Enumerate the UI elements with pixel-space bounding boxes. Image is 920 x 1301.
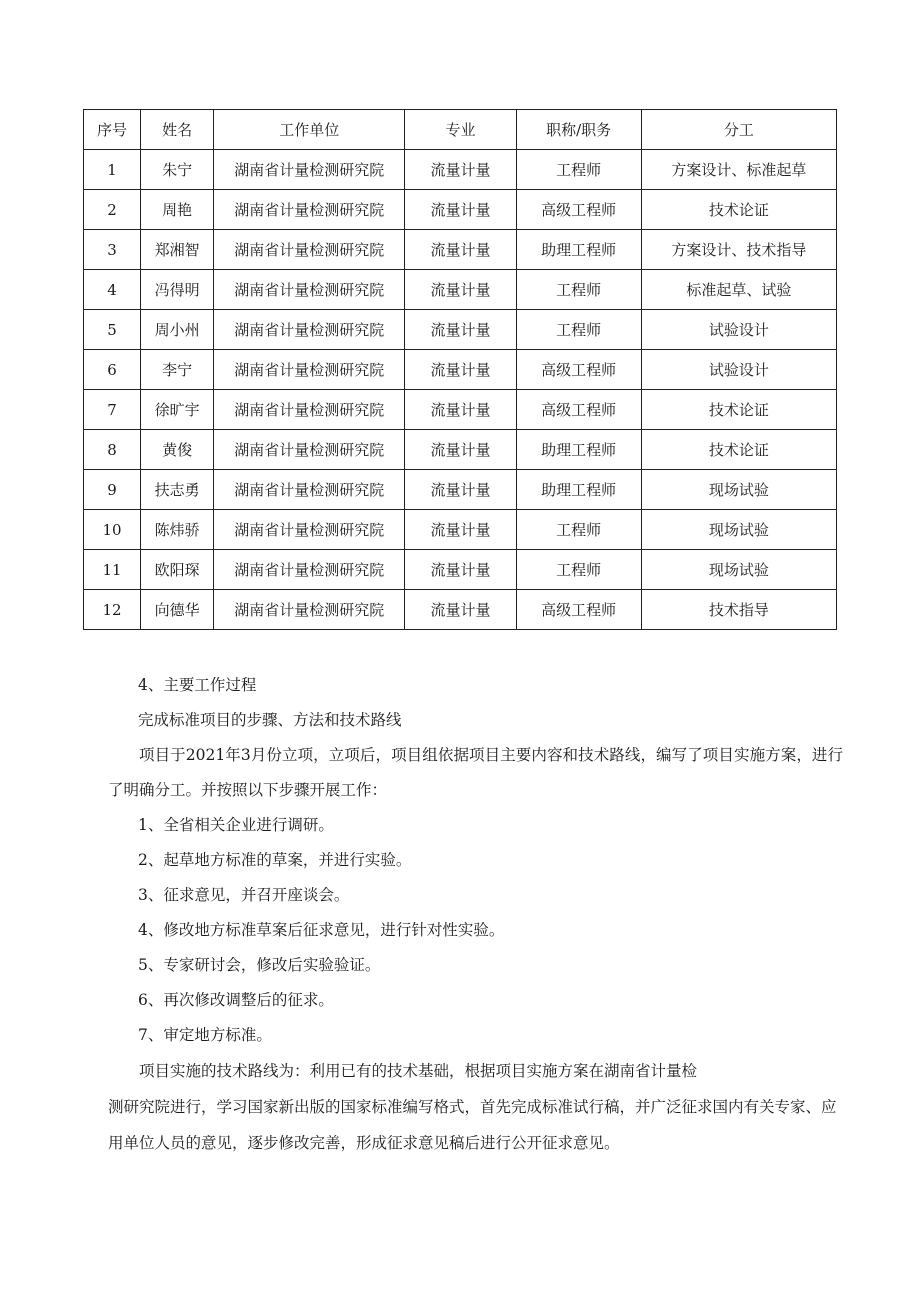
header-title: 职称/职务: [516, 110, 641, 150]
cell-title: 高级工程师: [516, 350, 641, 390]
header-role: 分工: [641, 110, 836, 150]
cell-unit: 湖南省计量检测研究院: [214, 190, 405, 230]
route-paragraph-line2: 测研究院进行，学习国家新出版的国家标准编写格式，首先完成标准试行稿，并广泛征求国内有关专家、应用单位人员的意见，逐步修改完善，形成征求意见稿后进行公开征求意见。: [108, 1098, 837, 1152]
cell-name: 黄俊: [141, 430, 214, 470]
cell-role: 技术论证: [641, 390, 836, 430]
table-row: [84, 470, 837, 510]
cell-major: 流量计量: [405, 390, 516, 430]
header-major: 专业: [405, 110, 516, 150]
cell-title: 工程师: [516, 510, 641, 550]
list-item: 7、审定地方标准。: [138, 1026, 272, 1044]
cell-major: 流量计量: [405, 230, 516, 270]
cell-unit: 湖南省计量检测研究院: [214, 270, 405, 310]
cell-role: 试验设计: [641, 350, 836, 390]
cell-no: 7: [84, 390, 141, 430]
list-item: 1、全省相关企业进行调研。: [138, 816, 334, 834]
cell-unit: 湖南省计量检测研究院: [214, 550, 405, 590]
cell-name: 徐旷宇: [141, 390, 214, 430]
list-item: 4、修改地方标准草案后征求意见，进行针对性实验。: [138, 921, 505, 939]
table-row: [84, 230, 837, 270]
list-item: 2、起草地方标准的草案，并进行实验。: [138, 851, 412, 869]
cell-name: 朱宁: [141, 150, 214, 190]
cell-name: 冯得明: [141, 270, 214, 310]
cell-no: 1: [84, 150, 141, 190]
cell-role: 技术论证: [641, 430, 836, 470]
cell-no: 10: [84, 510, 141, 550]
cell-role: 技术论证: [641, 190, 836, 230]
cell-title: 高级工程师: [516, 190, 641, 230]
cell-role: 技术指导: [641, 590, 836, 630]
cell-major: 流量计量: [405, 310, 516, 350]
cell-major: 流量计量: [405, 470, 516, 510]
section-heading: 4、主要工作过程: [138, 676, 257, 694]
cell-no: 3: [84, 230, 141, 270]
table-row: [84, 390, 837, 430]
cell-role: 试验设计: [641, 310, 836, 350]
cell-no: 9: [84, 470, 141, 510]
cell-no: 5: [84, 310, 141, 350]
table-row: [84, 350, 837, 390]
cell-unit: 湖南省计量检测研究院: [214, 470, 405, 510]
cell-major: 流量计量: [405, 190, 516, 230]
cell-name: 李宁: [141, 350, 214, 390]
table-header-row: [84, 110, 837, 150]
cell-title: 工程师: [516, 550, 641, 590]
cell-no: 12: [84, 590, 141, 630]
cell-role: 现场试验: [641, 550, 836, 590]
cell-role: 方案设计、标准起草: [641, 150, 836, 190]
list-item: 3、征求意见，并召开座谈会。: [138, 886, 350, 904]
cell-unit: 湖南省计量检测研究院: [214, 590, 405, 630]
table-row: [84, 430, 837, 470]
cell-major: 流量计量: [405, 350, 516, 390]
table-body: [84, 150, 837, 630]
cell-no: 2: [84, 190, 141, 230]
cell-no: 11: [84, 550, 141, 590]
cell-major: 流量计量: [405, 510, 516, 550]
cell-unit: 湖南省计量检测研究院: [214, 230, 405, 270]
route-paragraph-line1: 项目实施的技术路线为：利用已有的技术基础，根据项目实施方案在湖南省计量检: [139, 1062, 698, 1080]
table-row: [84, 550, 837, 590]
header-no: 序号: [84, 110, 141, 150]
table-row: [84, 310, 837, 350]
cell-major: 流量计量: [405, 430, 516, 470]
cell-name: 周艳: [141, 190, 214, 230]
cell-major: 流量计量: [405, 590, 516, 630]
cell-title: 助理工程师: [516, 470, 641, 510]
intro-paragraph: 项目于2021年3月份立项，立项后，项目组依据项目主要内容和技术路线，编写了项目实施方案，进行了明确分工。并按照以下步骤开展工作：: [108, 746, 843, 799]
cell-name: 扶志勇: [141, 470, 214, 510]
cell-unit: 湖南省计量检测研究院: [214, 150, 405, 190]
cell-role: 标准起草、试验: [641, 270, 836, 310]
cell-title: 助理工程师: [516, 430, 641, 470]
cell-name: 陈炜骄: [141, 510, 214, 550]
cell-major: 流量计量: [405, 550, 516, 590]
table-row: [84, 190, 837, 230]
header-name: 姓名: [141, 110, 214, 150]
section-subheading: 完成标准项目的步骤、方法和技术路线: [138, 711, 402, 729]
table-row: [84, 150, 837, 190]
cell-unit: 湖南省计量检测研究院: [214, 310, 405, 350]
list-item: 5、专家研讨会，修改后实验验证。: [138, 956, 381, 974]
cell-no: 8: [84, 430, 141, 470]
cell-name: 郑湘智: [141, 230, 214, 270]
cell-unit: 湖南省计量检测研究院: [214, 350, 405, 390]
project-staff-table: [83, 109, 837, 630]
work-process-section: [108, 668, 843, 1161]
cell-role: 现场试验: [641, 470, 836, 510]
cell-title: 高级工程师: [516, 590, 641, 630]
cell-name: 向德华: [141, 590, 214, 630]
cell-no: 4: [84, 270, 141, 310]
cell-no: 6: [84, 350, 141, 390]
cell-title: 高级工程师: [516, 390, 641, 430]
cell-unit: 湖南省计量检测研究院: [214, 430, 405, 470]
list-item: 6、再次修改调整后的征求。: [138, 991, 334, 1009]
cell-title: 工程师: [516, 150, 641, 190]
table-row: [84, 590, 837, 630]
table-row: [84, 510, 837, 550]
cell-title: 助理工程师: [516, 230, 641, 270]
cell-name: 欧阳琛: [141, 550, 214, 590]
cell-name: 周小州: [141, 310, 214, 350]
cell-title: 工程师: [516, 310, 641, 350]
header-unit: 工作单位: [214, 110, 405, 150]
table-row: [84, 270, 837, 310]
cell-unit: 湖南省计量检测研究院: [214, 390, 405, 430]
steps-list: [108, 808, 843, 1053]
cell-title: 工程师: [516, 270, 641, 310]
cell-major: 流量计量: [405, 270, 516, 310]
cell-role: 现场试验: [641, 510, 836, 550]
cell-role: 方案设计、技术指导: [641, 230, 836, 270]
cell-unit: 湖南省计量检测研究院: [214, 510, 405, 550]
cell-major: 流量计量: [405, 150, 516, 190]
